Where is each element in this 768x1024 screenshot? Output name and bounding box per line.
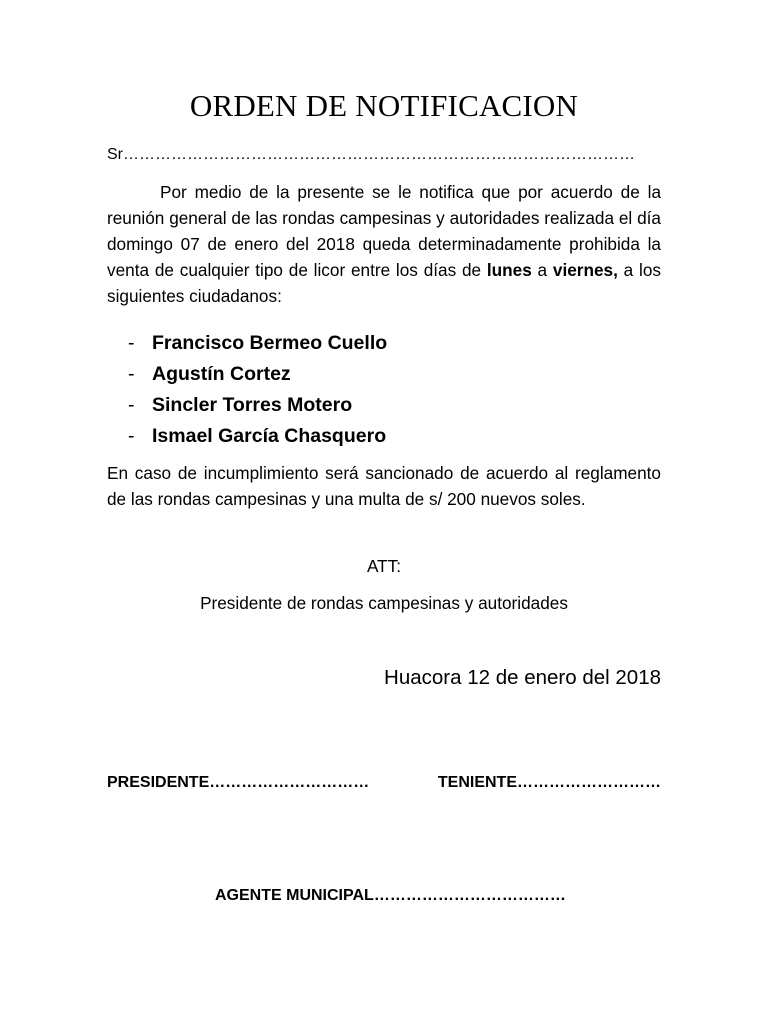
- att-label: ATT:: [366, 556, 402, 576]
- list-item: [128, 390, 387, 421]
- recipient-name: Francisco Bermeo Cuello: [152, 332, 388, 354]
- signature-presidente: PRESIDENTE…………………………: [107, 774, 370, 791]
- list-item: [128, 421, 387, 452]
- signature-agente-municipal: AGENTE MUNICIPAL………………………………: [215, 887, 566, 904]
- penalty-paragraph: En caso de incumplimiento será sancionado de acuerdo al reglamento de las rondas campesinas y una multa de s/ 200 nuevos soles.: [107, 463, 661, 509]
- intro-text-2: a: [531, 260, 553, 280]
- list-item: [128, 359, 387, 390]
- list-dash: -: [128, 332, 135, 354]
- recipient-name: Sincler Torres Motero: [152, 394, 353, 416]
- addressee-line: Sr……………………………………………………………………………………: [107, 146, 635, 163]
- list-dash: -: [128, 363, 135, 385]
- signature-teniente: TENIENTE………………………: [437, 774, 661, 791]
- recipient-name: Agustín Cortez: [152, 363, 291, 385]
- signer-title: Presidente de rondas campesinas y autoridades: [200, 593, 568, 613]
- list-dash: -: [128, 394, 135, 416]
- intro-text-3: a los siguientes ciudadanos:: [107, 260, 661, 306]
- list-item: [128, 328, 387, 359]
- intro-bold-lunes: lunes: [486, 260, 532, 280]
- recipient-list: [128, 328, 387, 452]
- intro-text-1: Por medio de la presente se le notifica que por acuerdo de la reunión general de las rondas campesinas y autoridades realizada el día domingo 07 de enero del 2018 queda determinadamente prohibida la venta de cualquier tipo de licor entre los días de: [107, 182, 661, 280]
- list-dash: -: [128, 425, 135, 447]
- recipient-name: Ismael García Chasquero: [152, 425, 387, 447]
- document-title: ORDEN DE NOTIFICACION: [189, 88, 579, 123]
- intro-bold-viernes: viernes,: [552, 260, 618, 280]
- place-date: Huacora 12 de enero del 2018: [384, 666, 661, 689]
- intro-paragraph: [107, 179, 661, 309]
